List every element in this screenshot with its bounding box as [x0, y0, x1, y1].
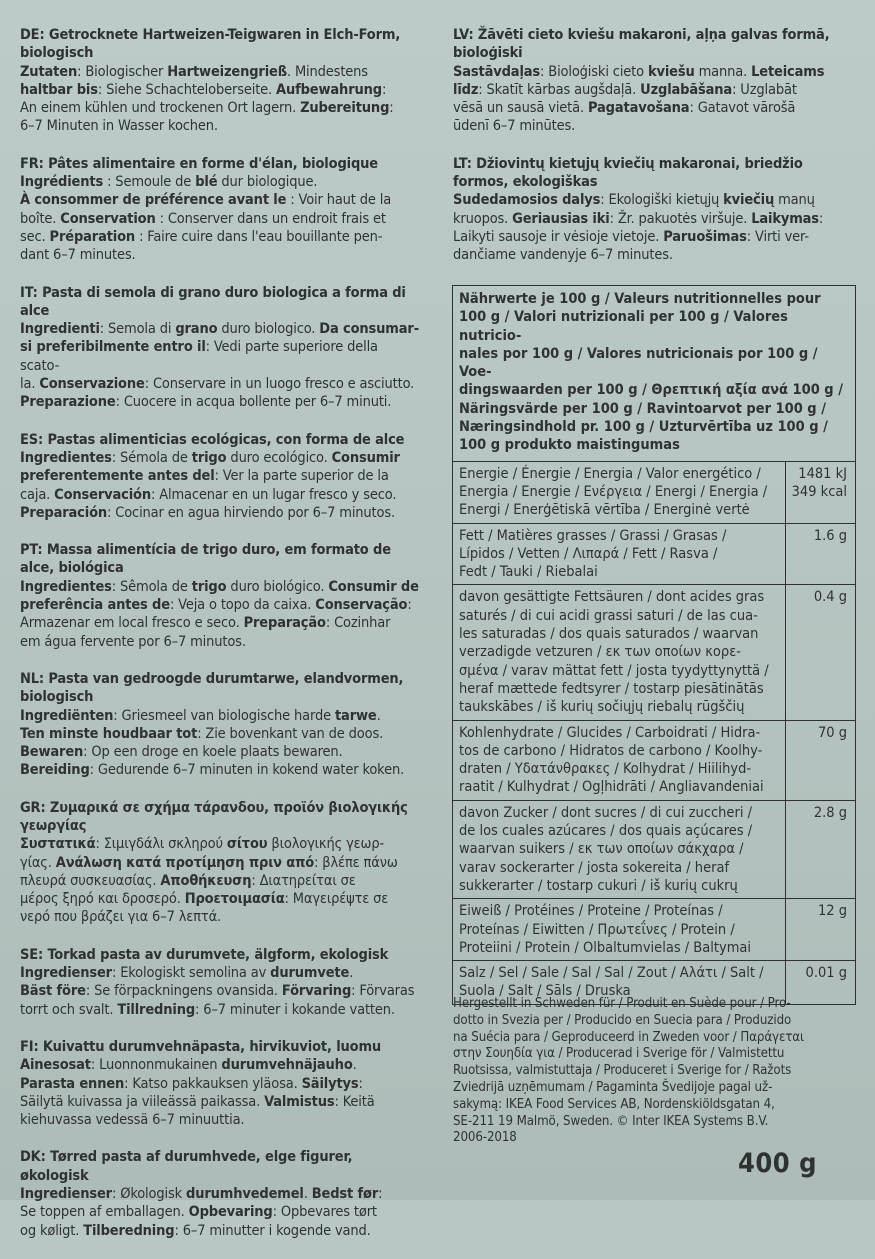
label-keyword: Ingredientes	[20, 578, 112, 595]
section-body	[453, 63, 863, 136]
label-keyword: Parasta ennen	[20, 1075, 125, 1092]
body-text: βιολογικής γεωρ- γίας.	[20, 836, 385, 871]
body-text: : Sêmola de	[111, 578, 192, 595]
label-keyword: trigo	[191, 578, 227, 595]
section-nl	[20, 670, 420, 780]
nutrient-value: 2.8 g	[813, 804, 847, 821]
label-keyword: Sastāvdaļas	[453, 63, 541, 80]
label-keyword: Bedst før	[311, 1186, 379, 1203]
body-text: : Voir haut de la boîte.	[20, 192, 392, 227]
nutrient-value: 70 g	[817, 724, 847, 741]
section-body	[20, 578, 420, 651]
body-text: : Conserver dans un endroit frais et sec.	[20, 210, 386, 245]
body-text: : Σιμιγδάλι σκληρού	[95, 836, 227, 853]
body-text: : Ver la parte superior de la caja.	[20, 468, 389, 503]
body-text: duro ecológico.	[226, 449, 332, 466]
origin-statement: Hergestellt in Schweden für / Produit en Suède pour / Pro- dotto in Svezia per / Producido en Suecia para / Produzido na Suécia para / Geproduceerd in Zweden voor / Παράγεται στην Σουηδία για / Producerad i Sverige för / Valmistettu Ruotsissa, valmistuttaja / Produceret i Sverige for / Ražots Zviedrijā uzņēmumam / Pagaminta Švedijoje pagal už- sakymą: IKEA Food Services AB, Nordenskiöldsgatan 4, SE-211 19 Malmö, Sweden. © Inter IKEA Systems B.V. 2006-2018	[453, 996, 804, 1146]
body-text: : Griesmeel van biologische harde	[113, 707, 335, 724]
body-text: : Semoule de	[103, 174, 196, 191]
body-text: : Luonnonmukainen	[90, 1057, 222, 1074]
label-keyword: durumvehnäjauho	[221, 1057, 353, 1074]
net-weight: 400 g	[738, 1148, 818, 1179]
label-keyword: Ανάλωση κατά προτίμηση πριν από	[55, 854, 315, 871]
body-text: : Säilytä kuivassa ja viileässä paikassa.	[20, 1075, 363, 1110]
body-text: : Se toppen af emballagen.	[20, 1186, 383, 1221]
label-keyword: blé	[195, 174, 218, 191]
section-title: LT: Džiovintų kietųjų kviečių makaronai, briedžio formos, ekologiškas	[453, 155, 803, 191]
label-keyword: Tillredning	[117, 1001, 196, 1018]
section-it	[20, 284, 420, 412]
body-text: : Op een droge en koele plaats bewaren.	[83, 744, 343, 761]
nutrient-value: 0.4 g	[813, 589, 847, 606]
label-keyword: Leteicams līdz	[453, 63, 825, 98]
body-text: : Katso pakkauksen yläosa.	[124, 1075, 302, 1092]
label-keyword: Bereiding	[20, 762, 90, 779]
section-body	[20, 835, 420, 926]
label-keyword: Ingredienti	[20, 321, 100, 338]
nutrient-value: 0.01 g	[805, 965, 847, 982]
label-keyword: Συστατικά	[20, 836, 96, 853]
section-body	[20, 320, 420, 411]
body-text: .	[303, 1186, 312, 1203]
body-text: : Gedurende 6–7 minuten in kokend water koken.	[89, 762, 405, 779]
body-text: dur biologique.	[221, 174, 318, 191]
label-keyword: Zubereitung	[300, 100, 390, 117]
section-se	[20, 946, 420, 1019]
body-text: : Veja o topo da caixa.	[169, 597, 316, 614]
section-lt	[453, 155, 863, 265]
label-keyword: Préparation	[49, 228, 136, 245]
label-keyword: Sudedamosios dalys	[453, 192, 601, 209]
label-keyword: Conservazione	[39, 376, 145, 393]
label-keyword: tarwe	[334, 707, 377, 724]
body-text: : Uzglabāt vēsā un sausā vietā.	[453, 81, 797, 117]
nutrient-label: Energie / Énergie / Energia / Valor energético / Energia / Energie / Ενέργεια / Energi / Energia / Energi / Enerģētiskā vērtība / Energinė vertė	[453, 462, 786, 523]
section-de	[20, 26, 420, 136]
label-keyword: Paruošimas	[663, 228, 747, 245]
nutrient-value: 12 g	[817, 903, 847, 920]
body-text: .	[352, 1057, 357, 1074]
nutrition-row	[453, 899, 855, 961]
body-text: : Faire cuire dans l'eau bouillante pen- dant 6–7 minutes.	[20, 228, 383, 264]
label-keyword: Tilberedning	[83, 1222, 175, 1239]
body-text: : Vedi parte superiore della scato- la.	[20, 339, 378, 393]
section-body	[453, 191, 863, 264]
nutrient-label: Kohlenhydrate / Glucides / Carboidrati / Hidra- tos de carbono / Hidratos de carbono / Koolhy- draten / Υδατάνθρακες / Kolhydrat / Hiilihyd- raatit / Kulhydrat / Ogļhidrāti / Angliavandeniai	[453, 721, 786, 800]
section-fi	[20, 1038, 420, 1129]
label-keyword: grano	[175, 321, 218, 338]
nutrition-header: Nährwerte je 100 g / Valeurs nutritionnelles pour 100 g / Valori nutrizionali per 100 g / Valores nutricio- nales por 100 g / Valores nutricionais por 100 g / Voe- dingswaarden per 100 g / Θρεπτική αξία ανά 100 g / Näringsvärde per 100 g / Ravintoarvot per 100 g / Næringsindhold pr. 100 g / Uzturvērtība uz 100 g / 100 g produkto maistingumas	[453, 286, 855, 462]
nutrition-table	[452, 285, 856, 1005]
section-body	[20, 173, 420, 264]
label-keyword: Hartweizengrieß	[167, 63, 287, 80]
body-text: : Opbevares tørt og køligt.	[20, 1204, 377, 1239]
label-keyword: Opbevaring	[188, 1204, 273, 1221]
section-title: LV: Žāvēti cieto kviešu makaroni, aļņa galvas formā, bioloģiski	[453, 27, 830, 62]
section-pt	[20, 541, 420, 651]
label-keyword: À consommer de préférence avant le	[20, 192, 287, 209]
label-keyword: Conservação	[315, 597, 408, 614]
body-text: .	[349, 965, 354, 982]
section-title: FR: Pâtes alimentaire en forme d'élan, biologique	[20, 155, 378, 172]
nutrition-row	[453, 721, 855, 801]
label-keyword: Preparación	[20, 504, 108, 521]
label-keyword: durumvete	[270, 965, 350, 982]
body-text: : Zie bovenkant van de doos.	[197, 725, 384, 742]
body-text: : Cozinhar em água fervente por 6–7 minutos.	[20, 615, 391, 650]
section-body	[20, 707, 420, 780]
body-text: : Keitä kiehuvassa vedessä 6–7 minuuttia.	[20, 1093, 375, 1129]
body-text: . Mindestens	[286, 63, 368, 80]
label-keyword: Geriausias iki	[512, 210, 610, 227]
nutrient-label: Salz / Sel / Sale / Sal / Sal / Zout / Αλάτι / Salt / Suola / Salt / Sāls / Druska	[453, 961, 786, 1004]
body-text: : Skatīt kārbas augšdaļā.	[478, 81, 641, 98]
body-text: : Se förpackningens ovansida.	[85, 983, 282, 1000]
section-dk	[20, 1148, 420, 1239]
body-text: : Biologischer	[77, 63, 168, 80]
right-column	[453, 26, 863, 284]
section-title: PT: Massa alimentícia de trigo duro, em formato de alce, biológica	[20, 542, 391, 577]
label-keyword: kviečių	[723, 192, 775, 209]
body-text: : Förvaras torrt och svalt.	[20, 983, 415, 1018]
body-text: : Armazenar em local fresco e seco.	[20, 597, 412, 632]
left-column	[20, 26, 420, 1259]
label-keyword: Ainesosat	[20, 1057, 91, 1074]
body-text: : Ekologiskt semolina av	[111, 965, 271, 982]
section-body	[20, 449, 420, 522]
label-keyword: Προετοιμασία	[184, 891, 285, 908]
body-text: : Διατηρείται σε μέρος ξηρό και δροσερό.	[20, 872, 356, 908]
nutrient-value: 1481 kJ 349 kcal	[791, 465, 847, 500]
nutrition-row	[453, 801, 855, 899]
body-text: duro biologico.	[217, 321, 320, 338]
nutrition-row	[453, 524, 855, 586]
label-keyword: haltbar bis	[20, 81, 98, 98]
body-text: : Μαγειρέψτε σε νερό που βράζει για 6–7 λεπτά.	[20, 891, 389, 926]
body-text: : Cuocere in acqua bollente per 6–7 minuti.	[115, 394, 392, 411]
section-es	[20, 431, 420, 522]
body-text: : Semola di	[99, 321, 176, 338]
label-keyword: Bewaren	[20, 744, 84, 761]
section-title: GR: Ζυμαρικά σε σχήμα τάρανδου, προϊόν βιολογικής γεωργίας	[20, 799, 408, 834]
label-keyword: Conservation	[60, 210, 156, 227]
body-text: : Økologisk	[111, 1186, 186, 1203]
body-text: .	[376, 707, 381, 724]
body-text: : 6–7 Minuten in Wasser kochen.	[20, 100, 394, 135]
label-keyword: Zutaten	[20, 63, 78, 80]
label-keyword: Consumir preferentemente antes del	[20, 449, 400, 485]
body-text: : Ekologiški kietųjų	[600, 192, 724, 209]
body-text: : Conservare in un luogo fresco e asciutto.	[144, 376, 415, 393]
section-title: SE: Torkad pasta av durumvete, älgform, ekologisk	[20, 946, 389, 963]
label-keyword: trigo	[191, 449, 227, 466]
label-keyword: Ingrediënten	[20, 707, 114, 724]
label-keyword: Preparazione	[20, 394, 116, 411]
nutrient-label: Eiweiß / Protéines / Proteine / Proteínas / Proteínas / Eiwitten / Πρωτεΐνες / Protein / Proteiini / Protein / Olbaltumvielas / Baltymai	[453, 899, 786, 960]
label-keyword: Preparação	[243, 615, 326, 632]
section-lv	[453, 26, 863, 136]
label-keyword: Förvaring	[281, 983, 352, 1000]
body-text: manų kruopos.	[453, 192, 815, 227]
nutrition-row	[453, 585, 855, 720]
body-text: : Laikyti sausoje ir vėsioje vietoje.	[453, 210, 824, 245]
body-text: : Siehe Schachteloberseite.	[97, 81, 277, 98]
label-keyword: Consumir de preferência antes de	[20, 578, 419, 614]
nutrient-label: Fett / Matières grasses / Grassi / Grasas / Lípidos / Vetten / Λιπαρά / Fett / Rasva / Fedt / Tauki / Riebalai	[453, 524, 786, 585]
label-keyword: Conservación	[54, 486, 152, 503]
body-text: : Žr. pakuotės viršuje.	[609, 210, 752, 227]
body-text: : Virti ver- dančiame vandenyje 6–7 minutes.	[453, 228, 809, 264]
section-title: FI: Kuivattu durumvehnäpasta, hirvikuviot, luomu	[20, 1038, 382, 1055]
label-keyword: Bäst före	[20, 983, 86, 1000]
body-text: : 6–7 minuter i kokande vatten.	[195, 1001, 395, 1018]
label-keyword: Ingrédients	[20, 174, 104, 191]
body-text: : An einem kühlen und trockenen Ort lagern.	[20, 81, 387, 117]
label-keyword: Ingredienser	[20, 965, 112, 982]
nutrient-label: davon Zucker / dont sucres / di cui zuccheri / de los cuales azúcares / dos quais açúcares / waarvan suikers / εκ των οποίων σάκχαρα / varav sockerarter / josta sokereita / heraf sukkerarter / tostarp cukuri / iš kurių cukrų	[453, 801, 786, 898]
section-body	[20, 964, 420, 1019]
section-gr	[20, 799, 420, 927]
label-keyword: Da consumar- si preferibilmente entro il	[20, 321, 419, 356]
label-keyword: Ten minste houdbaar tot	[20, 725, 198, 742]
label-keyword: Pagatavošana	[587, 100, 690, 117]
body-text: : Bioloģiski cieto	[540, 63, 648, 80]
label-keyword: Ingredientes	[20, 449, 112, 466]
nutrient-label: davon gesättigte Fettsäuren / dont acides gras saturés / di cui acidi grassi saturi / de las cua- les saturadas / dos quais saturados / waarvan verzadigde vetzuren / εκ των οποίων κορε- σμένα / varav mättat fett / josta tyydyttynyttä / heraf mættede fedtsyrer / tostarp piesātinātās taukskābes / iš kurių sočiųjų riebalų rūgščių	[453, 585, 786, 719]
label-keyword: Laikymas	[751, 210, 819, 227]
label-keyword: durumhvedemel	[186, 1186, 304, 1203]
body-text: : Cocinar en agua hirviendo por 6–7 minutos.	[107, 504, 395, 521]
label-keyword: Αποθήκευση	[160, 872, 252, 889]
label-keyword: Säilytys	[301, 1075, 359, 1092]
section-title: DE: Getrocknete Hartweizen-Teigwaren in Elch-Form, biologisch	[20, 27, 401, 62]
label-keyword: kviešu	[647, 63, 695, 80]
nutrient-value: 1.6 g	[813, 527, 847, 544]
body-text: manna.	[694, 63, 752, 80]
section-title: IT: Pasta di semola di grano duro biologica a forma di alce	[20, 284, 406, 319]
label-keyword: Aufbewahrung	[276, 81, 382, 98]
nutrition-rows	[453, 462, 855, 1004]
body-text: : Gatavot vārošā ūdenī 6–7 minūtes.	[453, 100, 796, 135]
body-text: : βλέπε πάνω πλευρά συσκευασίας.	[20, 854, 398, 889]
section-body	[20, 1185, 420, 1240]
nutrition-row	[453, 462, 855, 524]
body-text: : Sémola de	[111, 449, 192, 466]
section-title: DK: Tørred pasta af durumhvede, elge figurer, økologisk	[20, 1149, 353, 1184]
label-keyword: Valmistus	[264, 1093, 335, 1110]
section-body	[20, 1056, 420, 1129]
body-text: : Almacenar en un lugar fresco y seco.	[151, 486, 397, 503]
label-keyword: Uzglabāšana	[640, 81, 733, 98]
section-title: ES: Pastas alimenticias ecológicas, con forma de alce	[20, 431, 405, 448]
section-fr	[20, 155, 420, 265]
body-text: : 6–7 minutter i kogende vand.	[174, 1222, 371, 1239]
body-text: duro biológico.	[226, 578, 329, 595]
section-title: NL: Pasta van gedroogde durumtarwe, elandvormen, biologisch	[20, 670, 404, 706]
label-keyword: σίτου	[226, 836, 268, 853]
section-body	[20, 63, 420, 136]
label-keyword: Ingredienser	[20, 1186, 112, 1203]
